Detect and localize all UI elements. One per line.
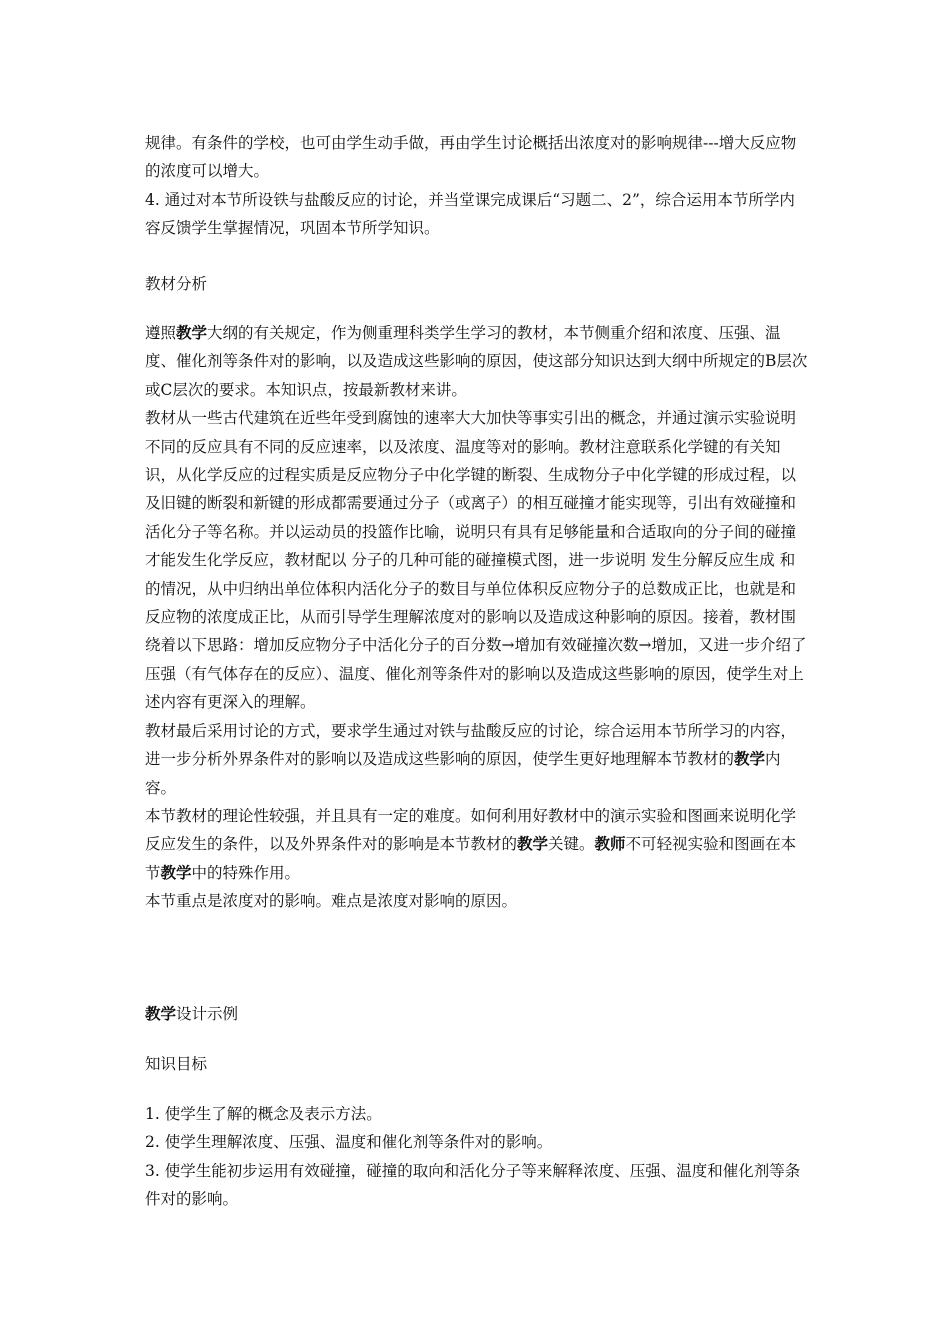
text-run: 教材最后采用讨论的方式，要求学生通过对铁与盐酸反应的讨论，综合运用本节所学习的内容，进一步分析外界条件对的影响以及造成这些影响的原因，使学生更好地理解本节教材的	[145, 721, 797, 769]
keyword-highlight: 教学	[517, 834, 549, 854]
keyword-highlight: 教学	[176, 323, 208, 342]
heading-text: 教材分析	[145, 275, 208, 293]
heading-text: 知识目标	[145, 1055, 208, 1073]
text-run: 本节教材的理论性较强，并且具有一定的难度。如何利用好教材中的演示实验和图画来说明化学反应发生的条件，以及外界条件对的影响是本节教材的	[145, 806, 797, 854]
section-heading-knowledge	[145, 1050, 810, 1078]
top-paragraphs	[145, 129, 810, 243]
paragraph: 教材从一些古代建筑在近些年受到腐蚀的速率大大加快等事实引出的概念，并通过演示实验说明不同的反应具有不同的反应速率，以及浓度、温度等对的影响。教材注意联系化学键的有关知识，从化学反应的过程实质是反应物分子中化学键的断裂、生成物分子中化学键的形成过程，以及旧键的断裂和新键的形成都需要通过分子（或离子）的相互碰撞才能实现等，引出有效碰撞和活化分子等名称。并以运动员的投篮作比喻，说明只有具有足够能量和合适取向的分子间的碰撞才能发生化学反应，教材配以 分子的几种可能的碰撞模式图，进一步说明 发生分解反应生成 和 的情况，从中归纳出单位体积内活化分子的数目与单位体积反应物分子的总数成正比，也就是和反应物的浓度成正比，从而引导学生理解浓度对的影响以及造成这种影响的原因。接着，教材围绕着以下思路：增加反应物分子中活化分子的百分数→增加有效碰撞次数→增加，又进一步介绍了压强（有气体存在的反应）、温度、催化剂等条件对的影响以及造成这些影响的原因，使学生对上述内容有更深入的理解。	[145, 409, 807, 712]
paragraph	[145, 802, 810, 887]
keyword-highlight: 教学	[160, 862, 192, 882]
text-run: 关键。	[548, 835, 595, 854]
section-heading-analysis	[145, 270, 810, 298]
keyword-highlight: 教师	[594, 834, 626, 854]
keyword-highlight: 教学	[734, 749, 766, 769]
paragraph: 4. 通过对本节所设铁与盐酸反应的讨论，并当堂课完成课后“习题二、2”，综合运用本节所学内容反馈学生掌握情况，巩固本节所学知识。	[145, 190, 795, 238]
paragraph	[145, 717, 810, 802]
list-item: 2. 使学生理解浓度、压强、温度和催化剂等条件对的影响。	[145, 1133, 553, 1152]
text-run: 大纲的有关规定，作为侧重理科类学生学习的教材，本节侧重介绍和浓度、压强、温度、催化剂等条件对的影响，以及造成这些影响的原因，使这部分知识达到大纲中所规定的B层次或C层次的要求。本知识点，按最新教材来讲。	[145, 324, 808, 399]
text-run: 中的特殊作用。	[191, 863, 301, 882]
text-run: 设计示例	[176, 1005, 239, 1023]
text-run: 内容。	[145, 750, 781, 797]
heading-text	[145, 1000, 810, 1028]
text-run: 不可轻视实验和图画在本节	[145, 835, 797, 882]
paragraph	[145, 319, 810, 404]
list-item: 1. 使学生了解的概念及表示方法。	[145, 1105, 382, 1123]
section-heading-design	[145, 1000, 810, 1028]
analysis-body	[145, 319, 810, 916]
knowledge-list	[145, 1100, 810, 1214]
list-item: 3. 使学生能初步运用有效碰撞，碰撞的取向和活化分子等来解释浓度、压强、温度和催化剂等条件对的影响。	[145, 1161, 801, 1209]
text-run: 遵照	[145, 324, 177, 342]
keyword-highlight: 教学	[145, 1004, 177, 1023]
paragraph: 本节重点是浓度对的影响。难点是浓度对影响的原因。	[145, 892, 518, 911]
paragraph: 规律。有条件的学校，也可由学生动手做，再由学生讨论概括出浓度对的影响规律---增大反应物的浓度可以增大。	[145, 134, 797, 181]
